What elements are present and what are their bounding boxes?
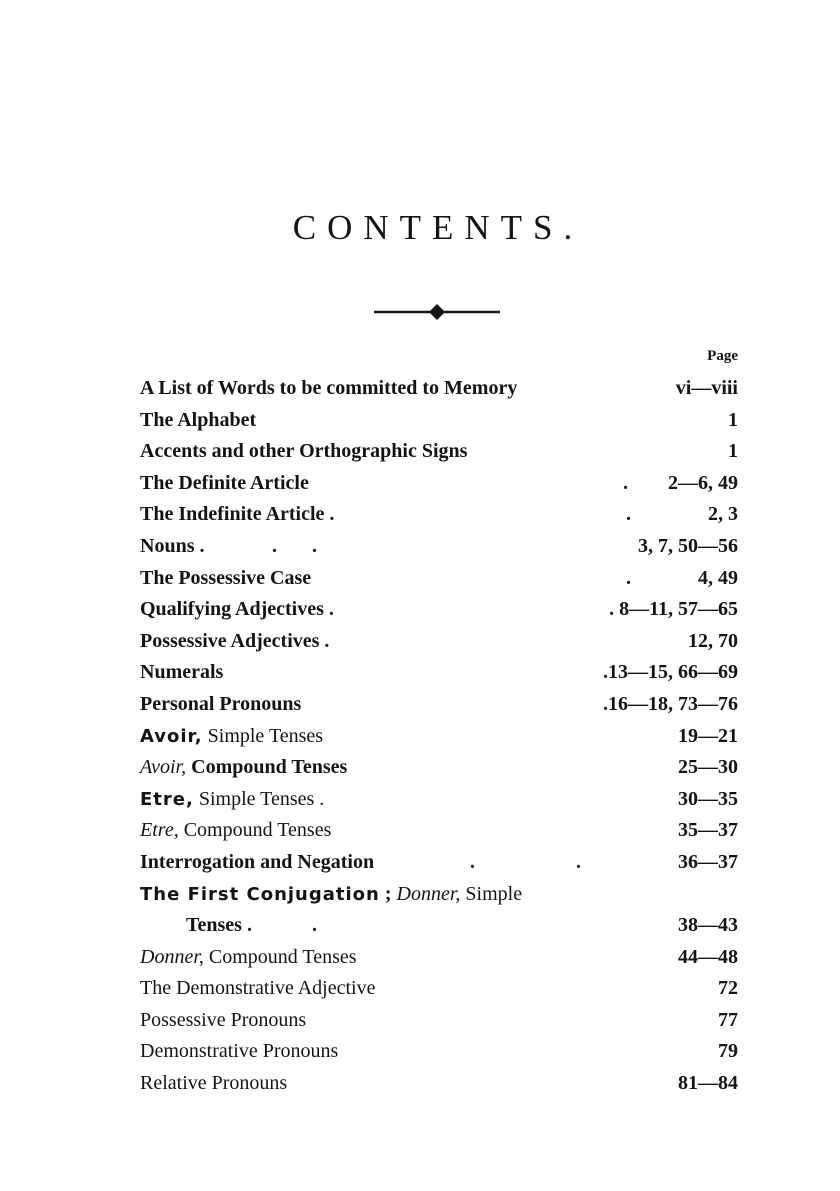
leader-dot: . (626, 503, 631, 526)
toc-entry-text: Simple Tenses (202, 724, 324, 747)
toc-entry-text: Interrogation and Negation (140, 850, 375, 873)
toc-entry-text: Relative Pronouns (140, 1072, 288, 1095)
separator: ; (379, 882, 397, 905)
divider-ornament-icon (374, 302, 500, 322)
toc-entry-pages: .13—15, 66—69 (603, 661, 738, 684)
toc-entry-text: Numerals (140, 661, 224, 684)
toc-entry-text: Accents and other Orthographic Signs (140, 440, 468, 463)
toc-entry-text: Qualifying Adjectives . (140, 598, 334, 621)
toc-entry (140, 815, 331, 847)
toc-row (140, 373, 740, 405)
toc-entry-pages: 19—21 (678, 724, 738, 747)
toc-entry-text: The Alphabet (140, 408, 257, 431)
toc-entry-pages: .16—18, 73—76 (603, 692, 738, 715)
toc-entry-text: Possessive Pronouns (140, 1008, 307, 1031)
toc-entry-pages: 79 (718, 1040, 738, 1063)
toc-entry-text: Compound Tenses (203, 945, 357, 968)
toc-row (140, 405, 740, 437)
leader-dot: . (312, 914, 317, 937)
toc-row (140, 594, 740, 626)
toc-entry-pages: 1 (728, 408, 738, 431)
leader-dot: . (626, 566, 631, 589)
toc-entry-pages: 2, 3 (708, 503, 738, 526)
toc-row (140, 436, 740, 468)
toc-entry-text: Nouns . (140, 534, 205, 557)
toc-entry-text: The Indefinite Article . (140, 503, 335, 526)
toc-row (140, 531, 740, 563)
toc-row (140, 626, 740, 658)
toc-row (140, 1036, 740, 1068)
verb-label: Etre, (140, 819, 179, 842)
toc-row (140, 499, 740, 531)
toc-entry-pages: 36—37 (678, 850, 738, 873)
toc-entry-pages: 12, 70 (688, 629, 738, 652)
toc-row (140, 1068, 740, 1100)
verb-label: Donner, (140, 945, 204, 968)
toc-entry-text: Simple (460, 882, 523, 905)
leader-dot: . (470, 850, 475, 873)
toc-row (140, 910, 740, 942)
verb-label: Avoir, (140, 725, 203, 747)
toc-entry (140, 752, 347, 784)
toc-entry-pages: 3, 7, 50—56 (638, 534, 738, 557)
toc-entry-pages: vi—viii (675, 377, 738, 399)
toc-entry-pages: 44—48 (678, 945, 738, 968)
verb-label: Etre, (140, 788, 194, 810)
toc-entry-pages: 1 (728, 440, 738, 463)
section-heading: The First Conjugation (140, 883, 380, 905)
toc-entry-text: Simple Tenses . (193, 787, 325, 810)
toc-entry-pages: 81—84 (678, 1072, 738, 1095)
toc-entry (140, 942, 357, 974)
toc-entry-pages: 77 (718, 1008, 738, 1031)
toc-row (140, 784, 740, 816)
toc-row (140, 815, 740, 847)
toc-entry-text: The Possessive Case (140, 566, 312, 589)
toc-entry-pages: . 8—11, 57—65 (609, 598, 738, 621)
toc-row (140, 752, 740, 784)
toc-entry (140, 879, 522, 911)
toc-entry (140, 784, 324, 816)
toc-entry-text: Compound Tenses (186, 756, 348, 779)
toc-entry-text: The Definite Article (140, 471, 309, 494)
toc-entry-pages: 35—37 (678, 819, 738, 842)
toc-row (140, 563, 740, 595)
toc-row (140, 973, 740, 1005)
verb-label: Donner, (396, 882, 461, 905)
leader-dot: . (623, 471, 628, 494)
toc-entry-pages: 72 (718, 977, 738, 1000)
leader-dot: . (272, 534, 277, 557)
toc-row (140, 879, 740, 911)
toc-entry-text: Tenses . (186, 914, 252, 937)
toc-entry-text: The Demonstrative Adjective (140, 977, 376, 1000)
toc-row (140, 689, 740, 721)
toc-row (140, 657, 740, 689)
toc-entry-text: A List of Words to be committed to Memory (140, 377, 518, 399)
toc-entry-text: Personal Pronouns (140, 692, 302, 715)
toc-entry-pages: 30—35 (678, 787, 738, 810)
page-column-header: Page (707, 348, 738, 364)
toc-row (140, 942, 740, 974)
toc-entry-pages: 4, 49 (698, 566, 738, 589)
page-title: CONTENTS. (292, 208, 584, 247)
toc-entry-pages: 25—30 (678, 756, 738, 779)
leader-dot: . (576, 850, 581, 873)
toc-entry (140, 721, 323, 753)
toc-entry-text: Possessive Adjectives . (140, 629, 330, 652)
toc-row (140, 1005, 740, 1037)
toc-row (140, 847, 740, 879)
verb-label: Avoir, (140, 756, 187, 779)
toc-row (140, 721, 740, 753)
toc-entry-text: Demonstrative Pronouns (140, 1040, 339, 1063)
leader-dot: . (312, 534, 317, 557)
toc-entry-pages: 2—6, 49 (668, 471, 738, 494)
toc-entry-pages: 38—43 (678, 914, 738, 937)
contents-list (140, 373, 740, 1100)
toc-entry-text: Compound Tenses (178, 819, 332, 842)
toc-row (140, 468, 740, 500)
